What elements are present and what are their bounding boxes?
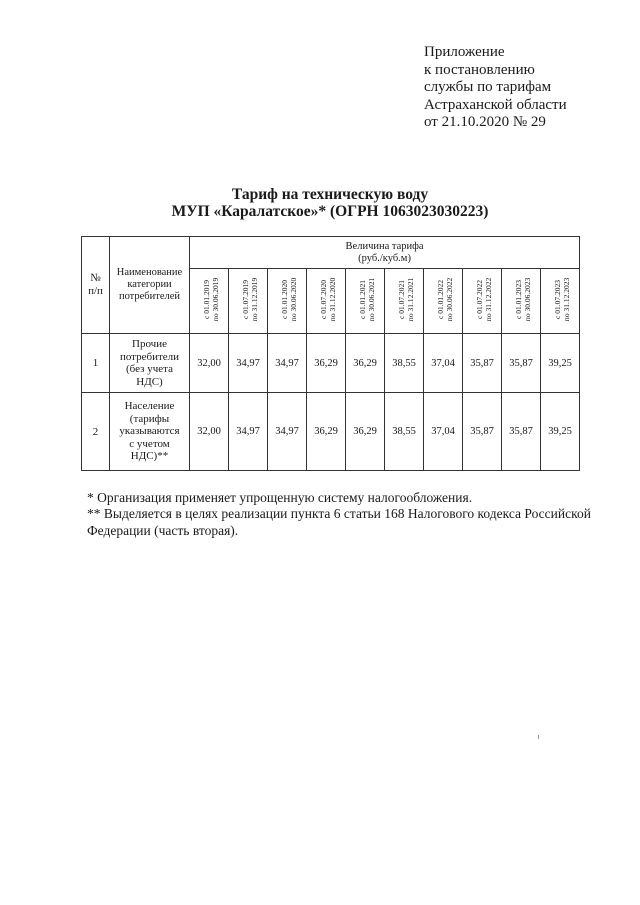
tariff-table	[81, 236, 580, 471]
tariff-value: 36,29	[346, 334, 385, 393]
tariff-value: 35,87	[502, 334, 541, 393]
appendix-line: к постановлению	[424, 61, 535, 78]
period-header: с 01.07.2019 по 31.12.2019	[229, 269, 268, 334]
tariff-value: 34,97	[229, 334, 268, 393]
period-header: с 01.01.2023 по 30.06.2023	[502, 269, 541, 334]
tariff-value: 38,55	[385, 334, 424, 393]
tariff-value: 35,87	[463, 393, 502, 471]
period-header: с 01.01.2021 по 30.06.2021	[346, 269, 385, 334]
appendix-line: службы по тарифам	[424, 79, 552, 95]
appendix-block	[424, 44, 567, 132]
period-header: с 01.01.2020 по 30.06.2020	[268, 269, 307, 334]
tariff-value: 37,04	[424, 334, 463, 393]
period-header: с 01.01.2022 по 30.06.2022	[424, 269, 463, 334]
category-name: Прочие потребители (без учета НДС)	[110, 334, 190, 393]
row-number: 1	[82, 334, 110, 393]
appendix-line: Астраханской области	[424, 96, 567, 113]
tariff-value: 36,29	[346, 393, 385, 471]
column-header-number: № п/п	[82, 237, 110, 334]
tariff-value: 34,97	[268, 393, 307, 471]
footnote-1: * Организация применяет упрощенную систему налогообложения.	[87, 490, 473, 505]
period-header: с 01.07.2023 по 31.12.2023	[541, 269, 580, 334]
period-header: с 01.07.2020 по 31.12.2020	[307, 269, 346, 334]
tariff-value: 32,00	[190, 393, 229, 471]
table-row	[82, 334, 580, 393]
column-group-tariff: Величина тарифа (руб./куб.м)	[190, 237, 580, 269]
tariff-value: 34,97	[268, 334, 307, 393]
period-header: с 01.07.2021 по 31.12.2021	[385, 269, 424, 334]
appendix-line: Приложение	[424, 44, 505, 60]
row-number: 2	[82, 393, 110, 471]
period-header: с 01.07.2022 по 31.12.2022	[463, 269, 502, 334]
table-row	[82, 393, 580, 471]
tariff-value: 35,87	[502, 393, 541, 471]
tariff-value: 36,29	[307, 393, 346, 471]
scan-mark	[538, 735, 539, 739]
tariff-value: 39,25	[541, 334, 580, 393]
column-header-category: Наименование категории потребителей	[110, 237, 190, 334]
appendix-line: от 21.10.2020 № 29	[424, 114, 546, 130]
table-header-row	[82, 237, 580, 269]
document-subtitle: МУП «Каралатское»* (ОГРН 1063023030223)	[171, 203, 489, 220]
tariff-value: 39,25	[541, 393, 580, 471]
document-title: Тариф на техническую воду	[231, 186, 429, 203]
tariff-value: 37,04	[424, 393, 463, 471]
period-header: с 01.01.2019 по 30.06.2019	[190, 269, 229, 334]
tariff-value: 32,00	[190, 334, 229, 393]
category-name: Население (тарифы указываются с учетом НДС)**	[110, 393, 190, 471]
tariff-value: 35,87	[463, 334, 502, 393]
tariff-value: 38,55	[385, 393, 424, 471]
footnote-2: ** Выделяется в целях реализации пункта 6 статьи 168 Налогового кодекса Российской Федерации (часть вторая).	[87, 506, 591, 538]
tariff-value: 36,29	[307, 334, 346, 393]
tariff-value: 34,97	[229, 393, 268, 471]
